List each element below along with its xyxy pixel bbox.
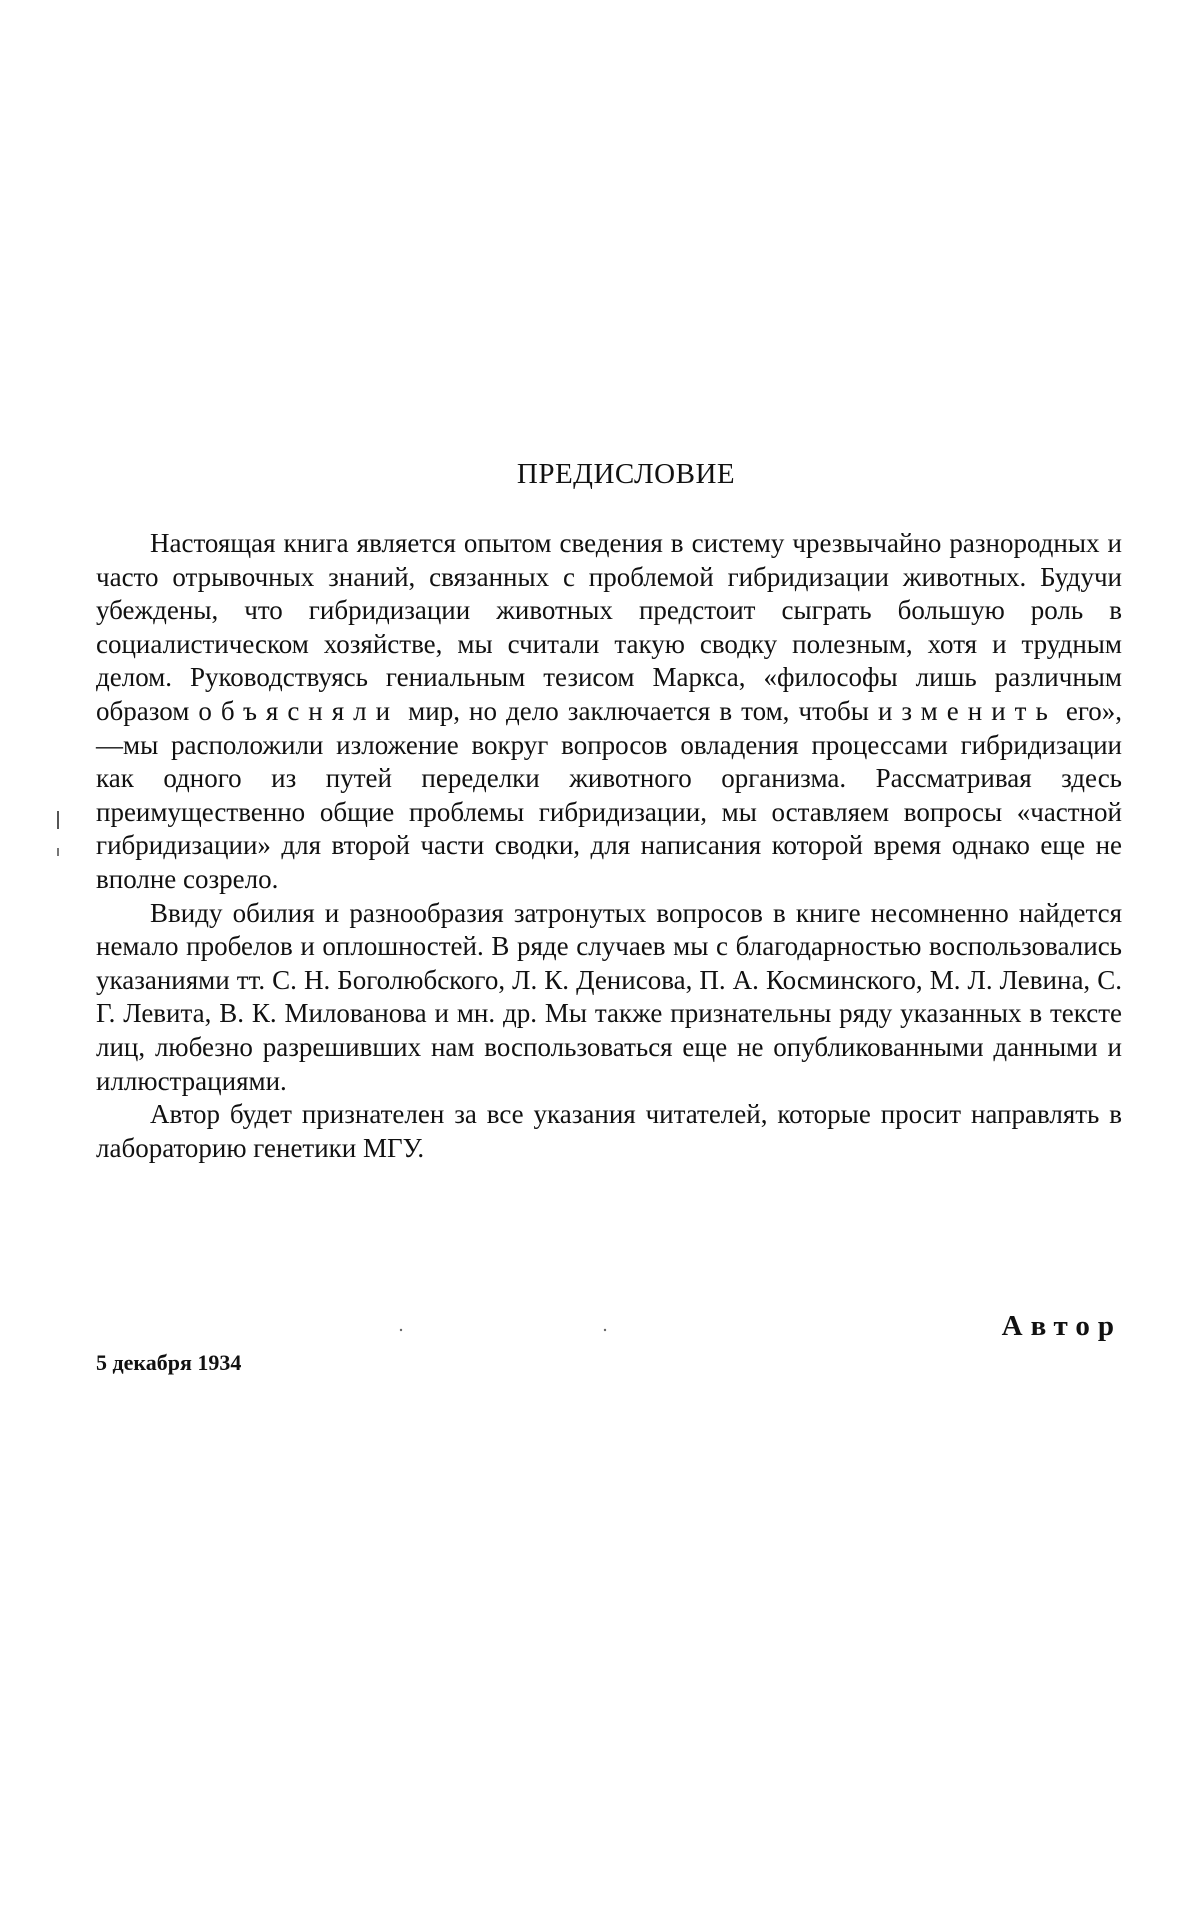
emphasis-explained: объясняли [198, 695, 400, 726]
paragraph-2: Ввиду обилия и разнообразия затронутых вопросов в книге несомненно найдется немало пробелов и оплошностей. В ряде случаев мы с благодарностью воспользовались указаниями тт. С. Н. Боголюбского, Л. К. Денисова, П. А. Косминского, М. Л. Левина, С. Г. Левита, В. К. Милованова и мн. др. Мы также признательны ряду указанных в тексте лиц, любезно разрешивших нам воспользоваться еще не опубликованными данными и иллюстрациями. [96, 897, 1122, 1096]
paragraph-1-text-a: Настоящая книга является опытом сведения в систему чрезвычайно разнородных и часто отрывочных знаний, связанных с проблемой гибридизации животных. Будучи убеждены, что гибридизации животных предстоит сыграть большую роль в социалистическом хозяйстве, мы считали такую сводку полезным, хотя и трудным делом. Руководствуясь гениальным тезисом Маркса, «философы лишь различным образом [96, 528, 1122, 726]
signature-date: 5 декабря 1934 [96, 1350, 242, 1375]
scan-speck-dot [400, 1329, 402, 1331]
page-title: ПРЕДИСЛОВИЕ [516, 458, 736, 490]
signature-author: Автор [1001, 1310, 1122, 1342]
scan-speck-mark [57, 811, 59, 829]
emphasis-change: изменить [877, 695, 1057, 726]
paragraph-1-text-c: его»,—мы расположили изложение вокруг вопросов овладения процессами гибридизации как одного из путей переделки животного организма. Рассматривая здесь преимущественно общие проблемы гибридизации, мы оставляем вопросы «частной гибридизации» для второй части сводки, для написания которой время однако еще не вполне созрело. [96, 695, 1122, 894]
scan-speck-mark [57, 848, 59, 856]
paragraph-1-text-b: мир, но дело заключается в том, чтобы [399, 695, 878, 726]
paragraph-3: Автор будет признателен за все указания читателей, которые просит направлять в лабораторию генетики МГУ. [96, 1099, 1122, 1163]
scan-speck-dot [604, 1329, 606, 1331]
